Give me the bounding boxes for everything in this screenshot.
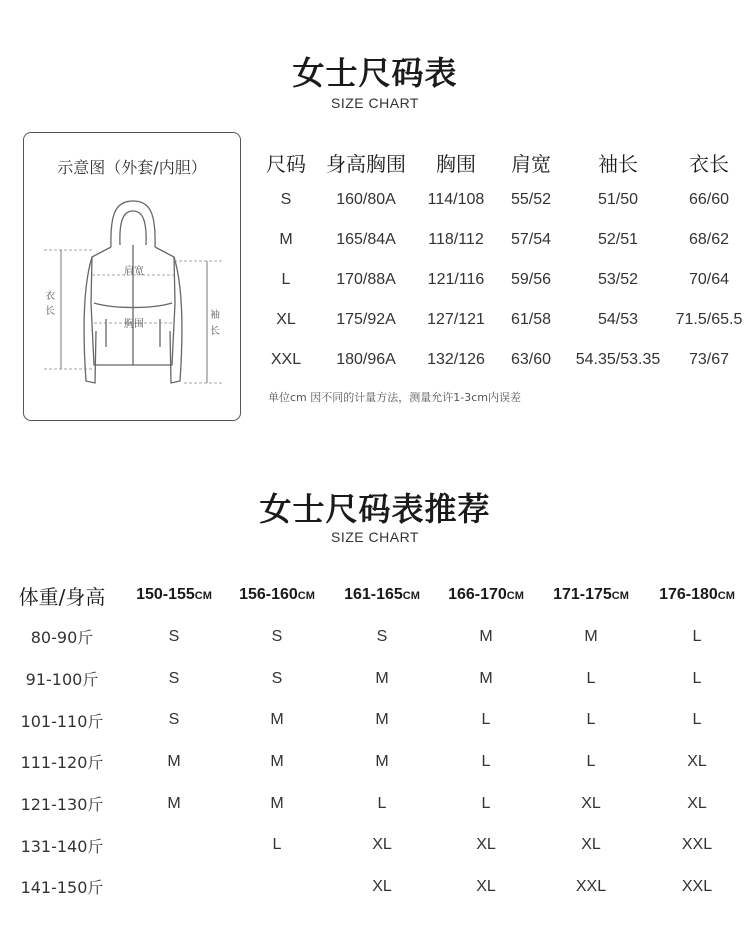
corner-header: 体重/身高 [18, 584, 106, 609]
size-chart-title: 女士尺码表 [292, 54, 458, 92]
recommendation-title: 女士尺码表推荐 [259, 490, 491, 528]
sleeve-length-label-2: 长 [210, 326, 220, 337]
header-sleeve: 袖长 [598, 151, 638, 176]
size-cell: M [167, 794, 181, 812]
diagram-caption: 示意图（外套/内胆） [57, 158, 207, 177]
unit-label: CM [611, 590, 629, 602]
unit-label: CM [402, 590, 420, 602]
table-cell: 54/53 [597, 311, 639, 328]
size-cell: S [271, 627, 283, 645]
weight-cell: 131-140斤 [20, 836, 104, 856]
table-cell: 55/52 [510, 191, 552, 208]
table-row [258, 220, 750, 260]
size-cell: L [481, 711, 491, 729]
weight-cell: 80-90斤 [30, 628, 94, 648]
weight-cell: 91-100斤 [25, 670, 99, 690]
size-cell: XL [372, 877, 392, 895]
table-row [258, 300, 750, 340]
table-row [258, 180, 750, 220]
table-cell: XXL [270, 351, 302, 368]
header-length: 衣长 [689, 151, 729, 176]
size-cell: XL [581, 836, 601, 854]
size-cell: L [692, 669, 702, 687]
unit-label: CM [506, 590, 524, 602]
weight-cell: 121-130斤 [20, 795, 104, 815]
size-cell: S [168, 711, 180, 729]
size-cell: XL [476, 836, 496, 854]
table-row [0, 616, 750, 658]
size-cell: XL [687, 794, 707, 812]
size-cell: S [168, 669, 180, 687]
size-cell: M [270, 711, 284, 729]
chest-label: 胸围 [124, 319, 144, 330]
size-cell: M [375, 752, 389, 770]
table-row [258, 340, 750, 380]
size-cell [224, 866, 330, 908]
table-cell: 70/64 [688, 271, 730, 288]
table-row [0, 866, 750, 908]
header-height-chest: 身高胸围 [326, 151, 406, 176]
table-cell: 170/88A [336, 271, 396, 288]
table-cell: L [281, 271, 291, 288]
size-cell: XL [687, 752, 707, 770]
table-cell: M [279, 231, 293, 248]
table-row [0, 658, 750, 700]
height-range-header: 171-175CM [553, 586, 629, 603]
table-cell: 121/116 [427, 271, 485, 288]
table-cell: 160/80A [336, 191, 396, 208]
size-cell: M [270, 794, 284, 812]
weight-cell: 101-110斤 [20, 711, 104, 731]
table-cell: 175/92A [336, 311, 396, 328]
size-cell: XL [372, 836, 392, 854]
table-cell: 73/67 [688, 351, 730, 368]
size-cell: M [270, 752, 284, 770]
table-cell: 53/52 [597, 271, 639, 288]
table-cell: 54.35/53.35 [575, 351, 661, 368]
size-cell: L [586, 752, 596, 770]
size-cell: XXL [681, 836, 713, 854]
size-cell: L [272, 836, 282, 854]
shoulder-label: 肩宽 [124, 266, 144, 277]
weight-cell: 111-120斤 [20, 753, 104, 773]
size-cell: L [481, 752, 491, 770]
table-cell: 66/60 [688, 191, 730, 208]
sleeve-length-label-1: 袖 [210, 310, 220, 321]
size-table-header [258, 144, 750, 180]
weight-cell: 141-150斤 [20, 878, 104, 898]
jacket-diagram [23, 132, 241, 421]
header-size: 尺码 [266, 151, 306, 176]
height-range-header: 150-155CM [136, 586, 212, 603]
table-row [0, 824, 750, 866]
recommendation-header [0, 574, 750, 616]
height-range-header: 156-160CM [239, 586, 315, 603]
table-cell: 71.5/65.5 [675, 311, 743, 328]
recommendation-subtitle: SIZE CHART [331, 529, 419, 545]
table-cell: XL [276, 311, 296, 328]
size-table [258, 144, 750, 380]
table-cell: 51/50 [597, 191, 639, 208]
unit-label: CM [194, 590, 212, 602]
size-cell: M [167, 752, 181, 770]
height-range-header: 166-170CM [448, 586, 524, 603]
size-cell: S [376, 627, 388, 645]
jacket-outline-icon [24, 133, 242, 422]
size-cell: M [375, 669, 389, 687]
table-cell: 114/108 [427, 191, 485, 208]
table-row [0, 699, 750, 741]
size-cell: L [586, 711, 596, 729]
size-cell: S [168, 627, 180, 645]
size-cell: XL [581, 794, 601, 812]
table-cell: S [280, 191, 292, 208]
unit-label: CM [297, 590, 315, 602]
body-length-label-2: 长 [45, 306, 55, 317]
table-cell: 59/56 [510, 271, 552, 288]
size-cell: L [586, 669, 596, 687]
table-row [0, 741, 750, 783]
height-range-header: 176-180CM [659, 586, 735, 603]
size-cell: XL [476, 877, 496, 895]
size-cell: L [481, 794, 491, 812]
table-row [258, 260, 750, 300]
size-cell: S [271, 669, 283, 687]
table-cell: 63/60 [510, 351, 552, 368]
table-cell: 127/121 [427, 311, 485, 328]
table-cell: 52/51 [597, 231, 639, 248]
table-row [0, 783, 750, 825]
size-cell [124, 824, 224, 866]
size-cell: XXL [575, 877, 607, 895]
size-chart-subtitle: SIZE CHART [331, 95, 419, 111]
table-cell: 57/54 [510, 231, 552, 248]
size-cell [124, 866, 224, 908]
table-cell: 68/62 [688, 231, 730, 248]
size-cell: M [479, 627, 493, 645]
height-range-header: 161-165CM [344, 586, 420, 603]
table-cell: 118/112 [428, 231, 484, 248]
size-cell: L [692, 627, 702, 645]
table-cell: 180/96A [336, 351, 396, 368]
header-chest: 胸围 [436, 151, 476, 176]
header-shoulder: 肩宽 [511, 151, 551, 176]
table-cell: 165/84A [336, 231, 396, 248]
size-cell: M [584, 627, 598, 645]
body-length-label-1: 衣 [45, 291, 55, 302]
size-cell: L [377, 794, 387, 812]
size-cell: XXL [681, 877, 713, 895]
table-cell: 132/126 [427, 351, 485, 368]
unit-label: CM [717, 590, 735, 602]
recommendation-table [0, 574, 750, 908]
measurement-note: 单位cm 因不同的计量方法，测量允许1-3cm内误差 [268, 391, 521, 404]
size-cell: M [479, 669, 493, 687]
size-cell: M [375, 711, 389, 729]
table-cell: 61/58 [510, 311, 552, 328]
size-cell: L [692, 711, 702, 729]
